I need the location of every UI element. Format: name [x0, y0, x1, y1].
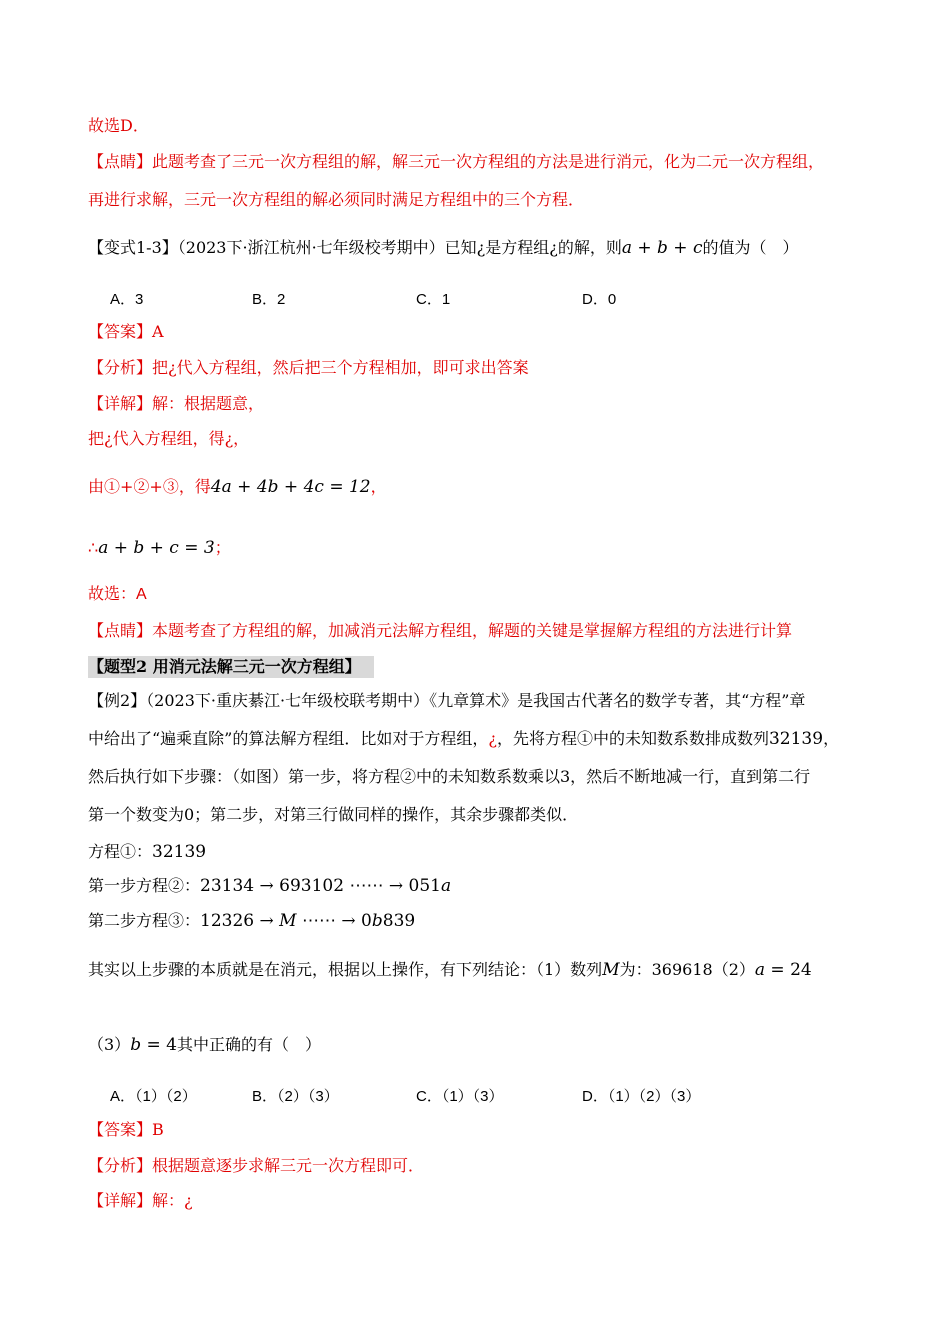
conclusion-text-a: 其实以上步骤的本质就是在消元，根据以上操作，有下列结论：（1）数列 — [88, 960, 603, 979]
question-suffix: 的值为（ ） — [702, 238, 799, 257]
equation-3-variable-m: M — [279, 911, 297, 931]
conclusion-eq-a: = 24 — [765, 960, 812, 980]
option-2-a: A．（1）（2） — [110, 1088, 197, 1105]
equation-1-label: 方程①： — [88, 842, 153, 861]
example-2-line-2 — [88, 728, 870, 750]
answer-line: 【答案】A — [88, 322, 164, 341]
answer-line-2: 【答案】B — [88, 1120, 164, 1139]
comment-line-continued: 再进行求解，三元一次方程组的解必须同时满足方程组中的三个方程． — [88, 190, 585, 209]
equation-1-line — [88, 841, 870, 863]
equation-2-line — [88, 875, 870, 897]
detail-line-3: 【详解】解：¿ — [88, 1191, 193, 1210]
question-1-3 — [88, 237, 870, 259]
conclusion-2-eq: = 4 — [141, 1035, 177, 1055]
conclusion-text-b: 为：369618（2） — [619, 960, 755, 979]
choose-line: 故选：A — [88, 586, 147, 603]
equation-3-line — [88, 910, 870, 932]
conclusion-2-prefix: （3） — [88, 1035, 131, 1054]
analysis-line: 【分析】把¿代入方程组，然后把三个方程相加，即可求出答案 — [88, 358, 529, 377]
detail-line-2: 把¿代入方程组，得¿， — [88, 429, 250, 448]
equation-3-variable-b: b — [371, 911, 383, 931]
example-2-end: ， — [823, 729, 840, 748]
conclusion-statement-2 — [88, 1034, 870, 1056]
conclusion-var-m: M — [602, 960, 620, 980]
therefore-suffix: ； — [214, 538, 231, 557]
option-d: D．0 — [582, 291, 617, 308]
sum-step-prefix: 由①+②+③，得 — [88, 477, 211, 496]
conclusion-var-a: a — [754, 960, 766, 980]
equation-1-value: 32139 — [152, 842, 207, 862]
analysis-line-2: 【分析】根据题意逐步求解三元一次方程即可． — [88, 1156, 425, 1175]
example-2-line-4: 第一个数变为0；第二步，对第三行做同样的操作，其余步骤都类似． — [88, 805, 579, 824]
conclusion-line: 故选D． — [88, 116, 149, 135]
therefore-symbol: ∴ — [88, 538, 99, 557]
therefore-line — [88, 537, 870, 559]
example-2-number: 32139 — [768, 729, 824, 749]
equation-3-label: 第二步方程③： — [88, 911, 201, 930]
therefore-expression: a + b + c = 3 — [98, 538, 215, 558]
option-2-c: C．（1）（3） — [416, 1088, 504, 1105]
question-prefix: 【变式1-3】（2023下·浙江杭州·七年级校考期中）已知¿是方程组¿的解，则 — [88, 238, 622, 257]
conclusion-statement — [88, 959, 870, 981]
conclusion-2-var-b: b — [130, 1035, 142, 1055]
example-2-line-3: 然后执行如下步骤：（如图）第一步，将方程②中的未知数系数乘以3，然后不断地减一行，直到第二行 — [88, 767, 811, 786]
example-2-text-c: ，先将方程①中的未知数系数排成数列 — [496, 729, 769, 748]
equation-2-label: 第一步方程②： — [88, 876, 201, 895]
sum-step-line — [88, 476, 870, 498]
example-2-placeholder: ¿ — [488, 729, 497, 748]
sum-step-expression: 4a + 4b + 4c = 12 — [210, 477, 371, 497]
option-a: A．3 — [110, 291, 144, 308]
comment-line: 【点睛】此题考查了三元一次方程组的解，解三元一次方程组的方法是进行消元，化为二元一次方程组， — [88, 152, 825, 171]
option-2-b: B．（2）（3） — [252, 1088, 339, 1105]
conclusion-2-suffix: 其中正确的有（ ） — [176, 1035, 321, 1054]
option-c: C．1 — [416, 291, 451, 308]
comment-line-2: 【点睛】本题考查了方程组的解，加减消元法解方程组，解题的关键是掌握解方程组的方法进行计算 — [88, 621, 793, 640]
equation-3-value-c: 839 — [382, 911, 416, 931]
option-2-d: D．（1）（2）（3） — [582, 1088, 701, 1105]
example-2-text-a: 中给出了“遍乘直除”的算法解方程组．比如对于方程组， — [88, 729, 489, 748]
equation-2-variable: a — [440, 876, 452, 896]
question-expression: a + b + c — [621, 238, 703, 258]
section-heading: 【题型2 用消元法解三元一次方程组】 — [88, 657, 361, 676]
equation-3-value-b: ⋯⋯ → 0 — [296, 911, 372, 931]
equation-3-value-a: 12326 → — [200, 911, 280, 931]
sum-step-suffix: ， — [370, 477, 387, 496]
equation-2-value: 23134 → 693102 ⋯⋯ → 051 — [200, 876, 441, 896]
detail-line: 【详解】解：根据题意， — [88, 394, 265, 413]
example-2-line-1: 【例2】（2023下·重庆綦江·七年级校联考期中）《九章算术》是我国古代著名的数学专著，其“方程”章 — [88, 691, 806, 710]
option-b: B．2 — [252, 291, 286, 308]
